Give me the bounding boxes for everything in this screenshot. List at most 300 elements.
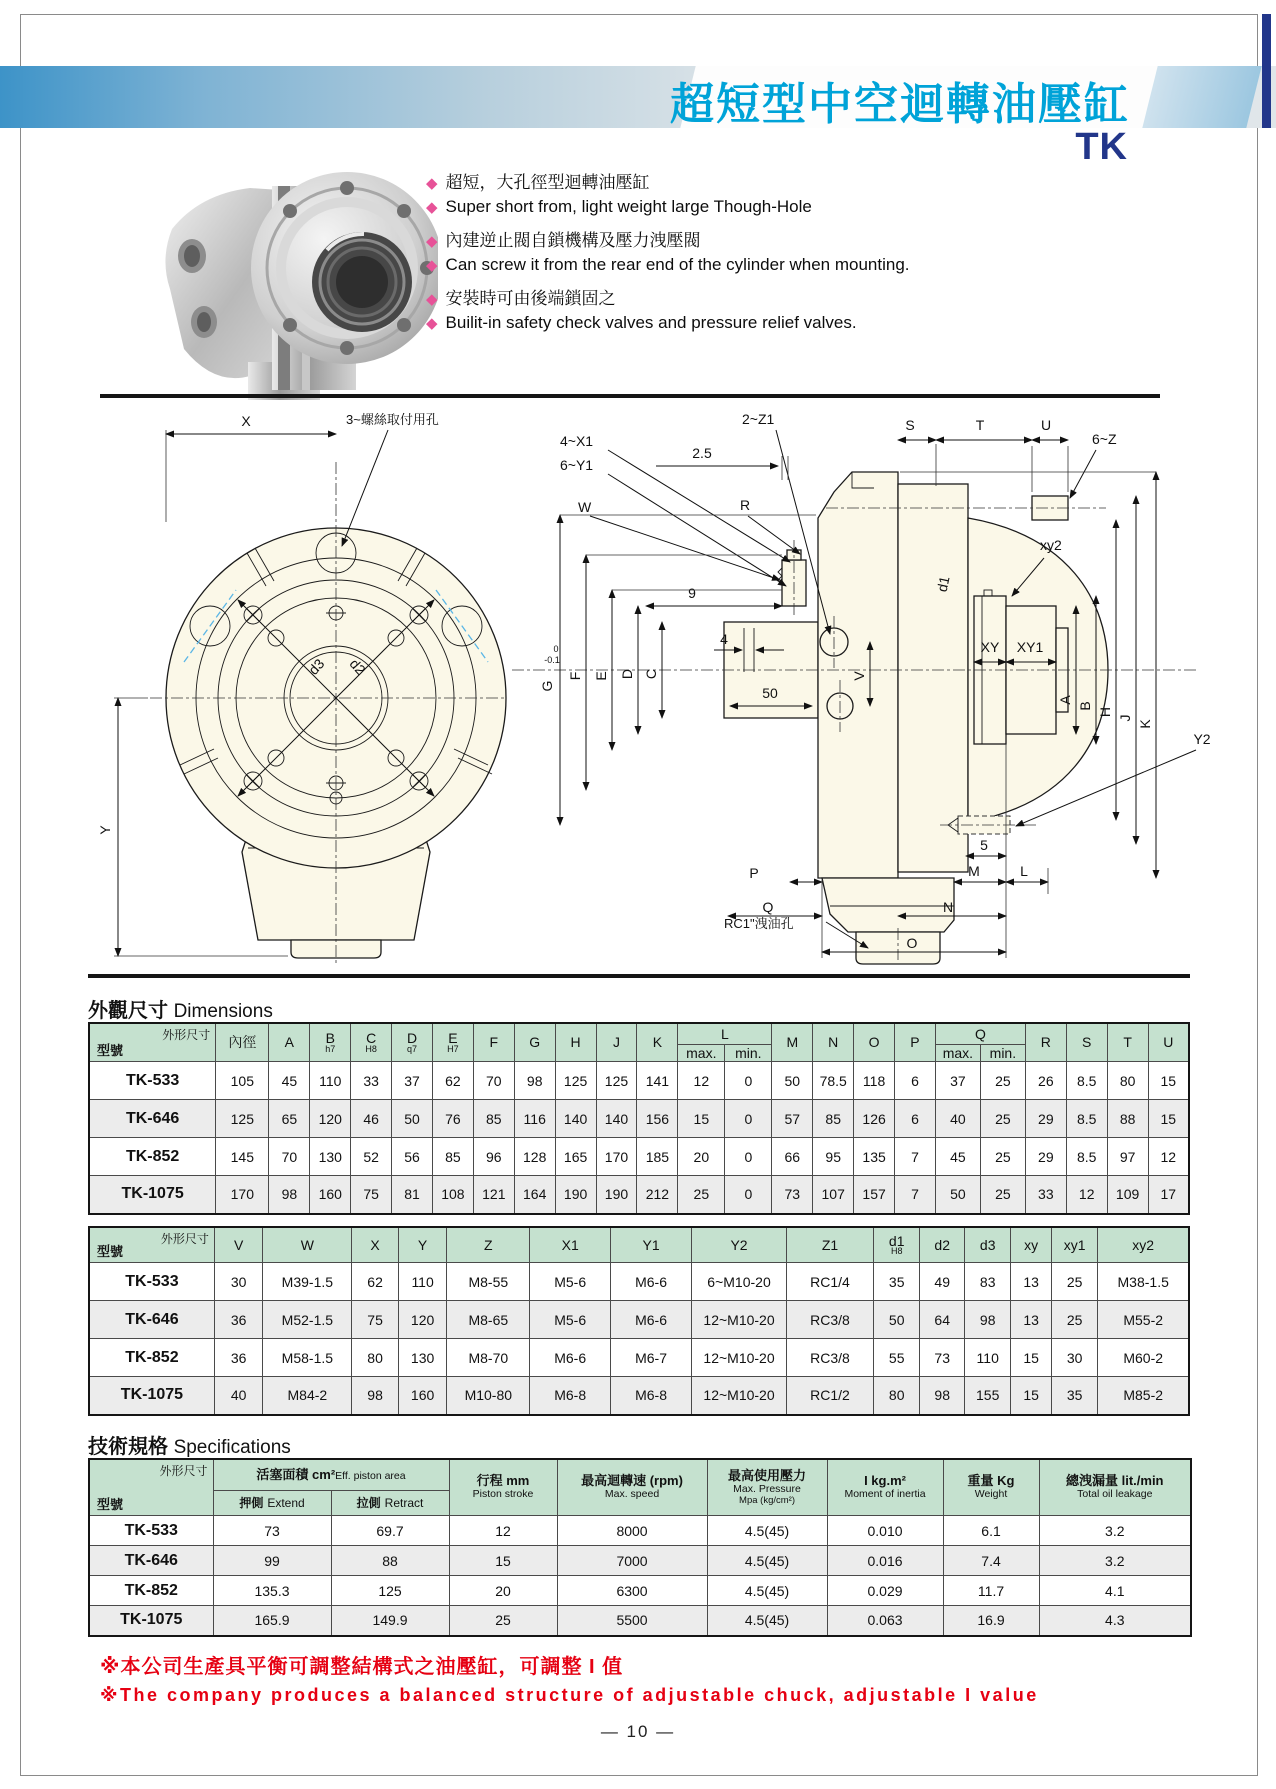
value-cell: M6-7	[611, 1339, 692, 1377]
value-cell: 4.5(45)	[707, 1546, 827, 1576]
value-cell: 125	[216, 1100, 269, 1138]
value-cell: 15	[678, 1100, 725, 1138]
value-cell: 46	[351, 1100, 392, 1138]
value-cell: 0	[725, 1176, 772, 1214]
drawing-note: 3~螺絲取付用孔	[346, 412, 439, 427]
value-cell: 15	[1011, 1339, 1051, 1377]
model-cell: TK-852	[89, 1339, 214, 1377]
value-cell: 141	[637, 1062, 678, 1100]
value-cell: 157	[854, 1176, 895, 1214]
value-cell: 170	[216, 1176, 269, 1214]
value-cell: 25	[980, 1176, 1025, 1214]
value-cell: 81	[392, 1176, 433, 1214]
diamond-bullet-icon: ◆	[426, 199, 438, 216]
header-cell: L	[678, 1023, 772, 1045]
section-title-dimensions	[88, 994, 273, 1023]
value-cell: 66	[772, 1138, 813, 1176]
value-cell: M6-6	[530, 1339, 611, 1377]
header-cell: 活塞面積 cm²Eff. piston area	[213, 1459, 449, 1491]
value-cell: 40	[935, 1100, 980, 1138]
value-cell: 25	[1051, 1301, 1098, 1339]
value-cell: 29	[1025, 1100, 1066, 1138]
dim-label: 6~Z	[1092, 431, 1117, 447]
value-cell: 105	[216, 1062, 269, 1100]
model-cell: TK-1075	[89, 1606, 213, 1636]
header-cell: xy2	[1098, 1227, 1189, 1263]
value-cell: 50	[772, 1062, 813, 1100]
value-cell: 25	[449, 1606, 557, 1636]
dim-label: XY	[980, 639, 1000, 655]
header-cell: D q7	[392, 1023, 433, 1062]
value-cell: 120	[398, 1301, 447, 1339]
value-cell: M38-1.5	[1098, 1263, 1189, 1301]
header-cell: V	[214, 1227, 263, 1263]
value-cell: 126	[854, 1100, 895, 1138]
dim-label: F	[567, 671, 583, 681]
value-cell: 5500	[557, 1606, 707, 1636]
dim-label: V	[851, 671, 867, 681]
dim-label: Y2	[1193, 731, 1211, 747]
value-cell: 165.9	[213, 1606, 331, 1636]
drawing-note: RC1"洩油孔	[724, 916, 794, 931]
diamond-bullet-icon: ◆	[426, 315, 438, 332]
value-cell: 4.5(45)	[707, 1606, 827, 1636]
table-row	[89, 1176, 1189, 1214]
corner-cell: 外形尺寸 型號	[89, 1227, 214, 1263]
header-cell: min.	[725, 1045, 772, 1062]
header-accent-band	[1142, 66, 1261, 128]
value-cell: 12	[1066, 1176, 1107, 1214]
dim-label: X	[241, 413, 251, 429]
dim-label: N	[942, 899, 954, 915]
value-cell: M6-6	[611, 1301, 692, 1339]
value-cell: 95	[813, 1138, 854, 1176]
feature-item	[426, 197, 910, 226]
header-cell: 押側 Extend	[213, 1491, 331, 1516]
table-row	[89, 1062, 1189, 1100]
diamond-bullet-icon: ◆	[426, 175, 438, 192]
diamond-bullet-icon: ◆	[426, 291, 438, 308]
model-cell: TK-852	[89, 1138, 216, 1176]
value-cell: M8-70	[447, 1339, 530, 1377]
value-cell: 57	[772, 1100, 813, 1138]
header-cell: 拉側 Retract	[331, 1491, 449, 1516]
value-cell: 190	[555, 1176, 596, 1214]
value-cell: 110	[964, 1339, 1011, 1377]
header-cell: Z	[447, 1227, 530, 1263]
section-title-zh: 外觀尺寸	[88, 1000, 168, 1022]
value-cell: 11.7	[943, 1576, 1039, 1606]
dim-label: 2.5	[692, 445, 712, 461]
note-en: ※The company produces a balanced structure of adjustable chuck, adjustable I value	[100, 1685, 1039, 1705]
page-number: — 10 —	[600, 1722, 676, 1741]
header-cell: F	[473, 1023, 514, 1062]
header-cell: K	[637, 1023, 678, 1062]
dim-label: XY1	[1016, 639, 1044, 655]
value-cell: 121	[473, 1176, 514, 1214]
value-cell: 125	[331, 1576, 449, 1606]
header-cell: Y2	[692, 1227, 787, 1263]
header-cell: max.	[935, 1045, 980, 1062]
value-cell: 8000	[557, 1516, 707, 1546]
value-cell: 8.5	[1066, 1062, 1107, 1100]
value-cell: 0	[725, 1138, 772, 1176]
table-row	[89, 1138, 1189, 1176]
feature-item	[426, 168, 910, 197]
value-cell: 99	[213, 1546, 331, 1576]
value-cell: 155	[964, 1377, 1011, 1415]
header-cell: d3	[964, 1227, 1011, 1263]
model-cell: TK-1075	[89, 1377, 214, 1415]
product-photo	[152, 134, 438, 400]
value-cell: 20	[449, 1576, 557, 1606]
feature-item	[426, 284, 910, 313]
value-cell: 35	[873, 1263, 920, 1301]
dim-label: d1	[933, 574, 953, 594]
drawing-section-view	[496, 400, 1240, 972]
header-cell: xy	[1011, 1227, 1051, 1263]
model-cell: TK-646	[89, 1546, 213, 1576]
value-cell: 73	[920, 1339, 964, 1377]
model-cell: TK-1075	[89, 1176, 216, 1214]
value-cell: RC1/4	[787, 1263, 874, 1301]
value-cell: 0.010	[827, 1516, 943, 1546]
value-cell: 170	[596, 1138, 637, 1176]
value-cell: 78.5	[813, 1062, 854, 1100]
value-cell: 25	[980, 1138, 1025, 1176]
value-cell: 30	[1051, 1339, 1098, 1377]
value-cell: 69.7	[331, 1516, 449, 1546]
dim-label: 5	[980, 837, 988, 853]
section-title-en: Specifications	[173, 1437, 291, 1458]
feature-text: 安裝時可由後端鎖固之	[445, 289, 616, 308]
value-cell: M8-65	[447, 1301, 530, 1339]
dimensions-table-2	[88, 1226, 1190, 1416]
dim-label: 50	[762, 685, 778, 701]
value-cell: 15	[1148, 1100, 1189, 1138]
table-row	[89, 1100, 1189, 1138]
header-cell: I kg.m² Moment of inertia	[827, 1459, 943, 1516]
value-cell: 73	[213, 1516, 331, 1546]
dimensions-table-1	[88, 1022, 1190, 1215]
header-cell: M	[772, 1023, 813, 1062]
value-cell: 80	[352, 1339, 399, 1377]
value-cell: 6~M10-20	[692, 1263, 787, 1301]
value-cell: 0.063	[827, 1606, 943, 1636]
value-cell: 33	[1025, 1176, 1066, 1214]
value-cell: 135	[854, 1138, 895, 1176]
dim-label: D	[619, 668, 635, 680]
value-cell: 107	[813, 1176, 854, 1214]
value-cell: 6.1	[943, 1516, 1039, 1546]
dim-label: J	[1117, 714, 1133, 722]
model-cell: TK-533	[89, 1263, 214, 1301]
header-cell: S	[1066, 1023, 1107, 1062]
footnotes	[100, 1650, 1039, 1706]
dim-label: H	[1097, 706, 1113, 718]
value-cell: 75	[351, 1176, 392, 1214]
header-cell: J	[596, 1023, 637, 1062]
value-cell: M10-80	[447, 1377, 530, 1415]
dim-tol: -0.1	[544, 655, 560, 665]
value-cell: 128	[514, 1138, 555, 1176]
header-cell: 內徑	[216, 1023, 269, 1062]
value-cell: 36	[214, 1301, 263, 1339]
table-row	[89, 1377, 1189, 1415]
value-cell: 165	[555, 1138, 596, 1176]
value-cell: 75	[352, 1301, 399, 1339]
value-cell: 50	[873, 1301, 920, 1339]
rule-bottom	[88, 974, 1190, 978]
value-cell: 64	[920, 1301, 964, 1339]
value-cell: M84-2	[263, 1377, 352, 1415]
value-cell: 55	[873, 1339, 920, 1377]
value-cell: 7000	[557, 1546, 707, 1576]
value-cell: M55-2	[1098, 1301, 1189, 1339]
port-block	[822, 878, 954, 932]
value-cell: M6-8	[611, 1377, 692, 1415]
value-cell: M6-6	[611, 1263, 692, 1301]
header-cell: 最高迴轉速 (rpm) Max. speed	[557, 1459, 707, 1516]
header-cell: A	[269, 1023, 310, 1062]
header-cell: T	[1107, 1023, 1148, 1062]
value-cell: 190	[596, 1176, 637, 1214]
value-cell: 7	[895, 1176, 936, 1214]
diamond-bullet-icon: ◆	[426, 233, 438, 250]
value-cell: 109	[1107, 1176, 1148, 1214]
header-cell: 重量 Kg Weight	[943, 1459, 1039, 1516]
feature-item	[426, 313, 910, 342]
header-cell: G	[514, 1023, 555, 1062]
value-cell: 160	[310, 1176, 351, 1214]
value-cell: 20	[678, 1138, 725, 1176]
feature-text: Builit-in safety check valves and pressure relief valves.	[445, 313, 857, 332]
value-cell: 4.3	[1039, 1606, 1191, 1636]
value-cell: 130	[310, 1138, 351, 1176]
dim-label: L	[1020, 863, 1028, 879]
dim-label: M	[968, 863, 980, 879]
value-cell: 37	[935, 1062, 980, 1100]
dim-label: O	[906, 935, 918, 951]
page-title: 超短型中空迴轉油壓缸	[670, 80, 1130, 129]
value-cell: 12~M10-20	[692, 1301, 787, 1339]
value-cell: M6-8	[530, 1377, 611, 1415]
header-cell: P	[895, 1023, 936, 1062]
model-cell: TK-533	[89, 1516, 213, 1546]
dim-label: S	[905, 417, 915, 433]
value-cell: 6	[895, 1100, 936, 1138]
value-cell: 212	[637, 1176, 678, 1214]
dim-label: E	[593, 671, 609, 681]
header-cell: H	[555, 1023, 596, 1062]
value-cell: 85	[813, 1100, 854, 1138]
dim-tol: 0	[553, 644, 559, 654]
diamond-bullet-icon: ◆	[426, 257, 438, 274]
value-cell: 12~M10-20	[692, 1339, 787, 1377]
section-title-specifications	[88, 1430, 291, 1459]
value-cell: 156	[637, 1100, 678, 1138]
value-cell: 83	[964, 1263, 1011, 1301]
value-cell: 149.9	[331, 1606, 449, 1636]
model-cell: TK-646	[89, 1100, 216, 1138]
value-cell: 108	[432, 1176, 473, 1214]
value-cell: 7	[895, 1138, 936, 1176]
dim-label: C	[643, 668, 659, 680]
value-cell: RC1/2	[787, 1377, 874, 1415]
value-cell: 29	[1025, 1138, 1066, 1176]
value-cell: 76	[432, 1100, 473, 1138]
value-cell: 37	[392, 1062, 433, 1100]
dim-label: d2	[346, 655, 369, 678]
value-cell: 125	[555, 1062, 596, 1100]
value-cell: M60-2	[1098, 1339, 1189, 1377]
value-cell: 12	[1148, 1138, 1189, 1176]
value-cell: 15	[1148, 1062, 1189, 1100]
value-cell: 26	[1025, 1062, 1066, 1100]
model-cell: TK-646	[89, 1301, 214, 1339]
value-cell: 110	[398, 1263, 447, 1301]
header-cell: C H8	[351, 1023, 392, 1062]
feature-text: Can screw it from the rear end of the cylinder when mounting.	[445, 255, 910, 274]
value-cell: M5-6	[530, 1301, 611, 1339]
header-cell: 行程 mm Piston stroke	[449, 1459, 557, 1516]
dim-label: A	[1057, 695, 1073, 705]
value-cell: 160	[398, 1377, 447, 1415]
value-cell: 25	[980, 1100, 1025, 1138]
value-cell: 12	[449, 1516, 557, 1546]
header-cell: W	[263, 1227, 352, 1263]
value-cell: 145	[216, 1138, 269, 1176]
dim-label: Y	[97, 825, 113, 835]
value-cell: 3.2	[1039, 1516, 1191, 1546]
value-cell: 164	[514, 1176, 555, 1214]
dim-label: P	[749, 865, 759, 881]
value-cell: M52-1.5	[263, 1301, 352, 1339]
value-cell: 8.5	[1066, 1100, 1107, 1138]
rule-top	[100, 394, 1160, 398]
table-row	[89, 1546, 1191, 1576]
value-cell: 33	[351, 1062, 392, 1100]
value-cell: 12~M10-20	[692, 1377, 787, 1415]
feature-text: 內建逆止閥自鎖機構及壓力洩壓閥	[445, 231, 701, 250]
value-cell: 62	[432, 1062, 473, 1100]
model-cell: TK-533	[89, 1062, 216, 1100]
dim-label: G	[539, 680, 555, 692]
value-cell: 4.5(45)	[707, 1516, 827, 1546]
value-cell: 98	[514, 1062, 555, 1100]
value-cell: M85-2	[1098, 1377, 1189, 1415]
dim-label: xy2	[1040, 537, 1062, 553]
value-cell: M58-1.5	[263, 1339, 352, 1377]
dim-label: B	[1077, 701, 1093, 711]
header-cell: U	[1148, 1023, 1189, 1062]
value-cell: 30	[214, 1263, 263, 1301]
note-zh: ※本公司生產具平衡可調整結構式之油壓缸，可調整 I 值	[100, 1656, 624, 1678]
header-cell: d2	[920, 1227, 964, 1263]
value-cell: 40	[214, 1377, 263, 1415]
header-cell: O	[854, 1023, 895, 1062]
value-cell: 16.9	[943, 1606, 1039, 1636]
specifications-table	[88, 1458, 1192, 1637]
value-cell: 12	[678, 1062, 725, 1100]
value-cell: 98	[352, 1377, 399, 1415]
header-cell: 總洩漏量 lit./min Total oil leakage	[1039, 1459, 1191, 1516]
value-cell: 118	[854, 1062, 895, 1100]
value-cell: 85	[432, 1138, 473, 1176]
header-cell: R	[1025, 1023, 1066, 1062]
value-cell: 56	[392, 1138, 433, 1176]
header-cell: xy1	[1051, 1227, 1098, 1263]
table-row	[89, 1576, 1191, 1606]
table-row	[89, 1339, 1189, 1377]
header-cell: X1	[530, 1227, 611, 1263]
dim-label: d3	[305, 655, 328, 678]
header-cell: min.	[980, 1045, 1025, 1062]
feature-item	[426, 255, 910, 284]
dim-label: Q	[762, 899, 774, 915]
dim-label: 9	[688, 585, 696, 601]
dim-label: 4~X1	[560, 433, 594, 449]
value-cell: 6300	[557, 1576, 707, 1606]
header-cell: max.	[678, 1045, 725, 1062]
value-cell: 130	[398, 1339, 447, 1377]
value-cell: 52	[351, 1138, 392, 1176]
value-cell: 80	[873, 1377, 920, 1415]
corner-cell: 外形尺寸 型號	[89, 1023, 216, 1062]
value-cell: 98	[964, 1301, 1011, 1339]
header-cell: Z1	[787, 1227, 874, 1263]
value-cell: 25	[1051, 1263, 1098, 1301]
value-cell: 85	[473, 1100, 514, 1138]
value-cell: M5-6	[530, 1263, 611, 1301]
value-cell: 45	[269, 1062, 310, 1100]
value-cell: 0	[725, 1100, 772, 1138]
value-cell: 25	[980, 1062, 1025, 1100]
value-cell: 140	[555, 1100, 596, 1138]
value-cell: 36	[214, 1339, 263, 1377]
dim-label: K	[1137, 719, 1153, 729]
value-cell: 70	[269, 1138, 310, 1176]
value-cell: 135.3	[213, 1576, 331, 1606]
value-cell: 8.5	[1066, 1138, 1107, 1176]
value-cell: 125	[596, 1062, 637, 1100]
value-cell: 98	[269, 1176, 310, 1214]
header-cell: Q	[935, 1023, 1025, 1045]
feature-item	[426, 226, 910, 255]
header-cell: Y	[398, 1227, 447, 1263]
header-cell: 最高使用壓力 Max. Pressure Mpa (kg/cm²)	[707, 1459, 827, 1516]
value-cell: 4.5(45)	[707, 1576, 827, 1606]
value-cell: 120	[310, 1100, 351, 1138]
value-cell: M8-55	[447, 1263, 530, 1301]
value-cell: 185	[637, 1138, 678, 1176]
section-title-en: Dimensions	[173, 1001, 273, 1022]
dim-label: U	[1040, 417, 1052, 433]
table-row	[89, 1516, 1191, 1546]
value-cell: 65	[269, 1100, 310, 1138]
value-cell: 49	[920, 1263, 964, 1301]
value-cell: 15	[449, 1546, 557, 1576]
table-row	[89, 1606, 1191, 1636]
table-row	[89, 1301, 1189, 1339]
dim-label: 6~Y1	[560, 457, 594, 473]
value-cell: 80	[1107, 1062, 1148, 1100]
value-cell: 25	[678, 1176, 725, 1214]
value-cell: 110	[310, 1062, 351, 1100]
value-cell: 70	[473, 1062, 514, 1100]
value-cell: 88	[331, 1546, 449, 1576]
header-cell: B h7	[310, 1023, 351, 1062]
